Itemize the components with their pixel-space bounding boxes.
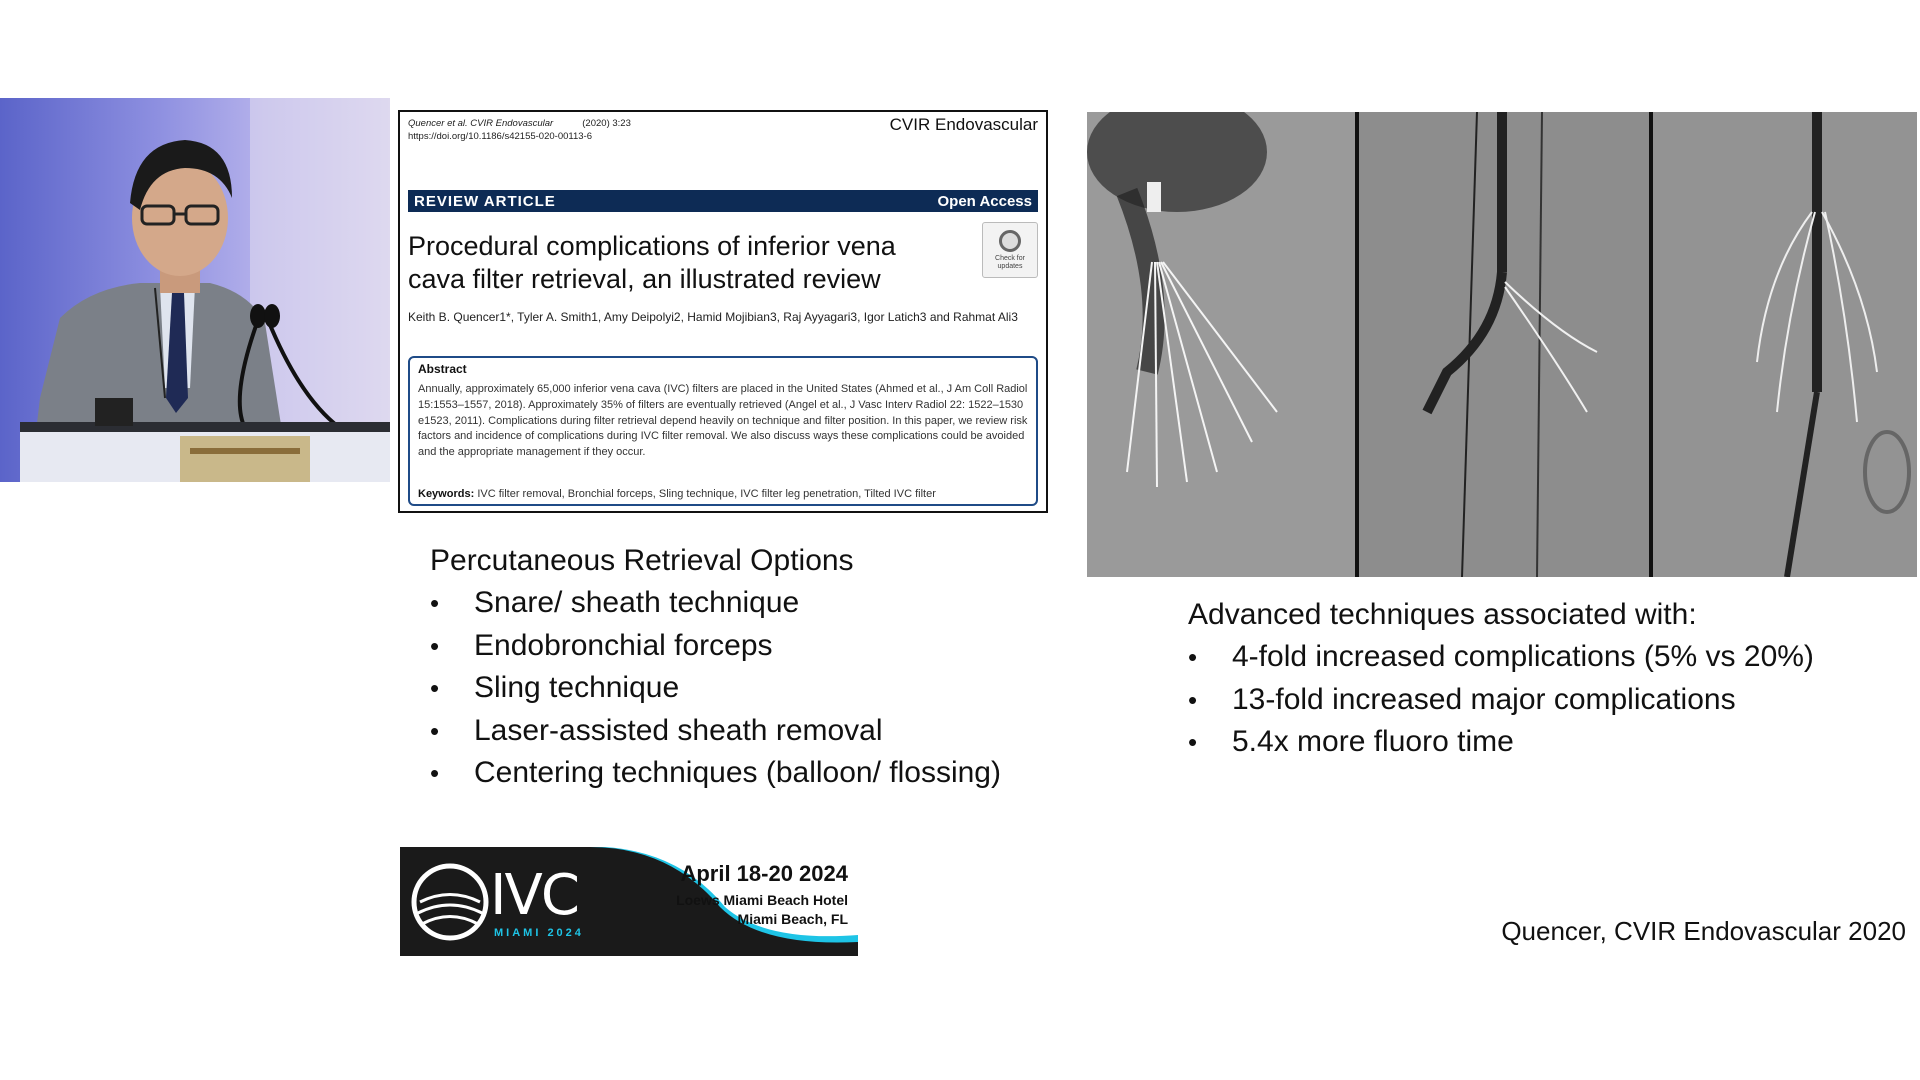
paper-access: Open Access [937, 192, 1032, 210]
paper-figure [398, 110, 1048, 513]
abstract-text: Annually, approximately 65,000 inferior vena cava (IVC) filters are placed in the United States (Ahmed et al., J Am Coll Radiol 15:1553–1557, 2018). Approximately 35% of filters are eventually retrieved (Angel et al., J Vasc Interv Radiol 22: 1522–1530 e1523, 2011). Complications during filter retrieval depend heavily on technique and filter position. In this paper, we review risk factors and incidence of complications during IVC filter removal. We also discuss ways these complications could be avoided and the appropriate management if they occur. [418, 383, 1028, 459]
conference-venue [676, 891, 848, 929]
speaker-video [0, 98, 390, 482]
advanced-techniques-list [1188, 636, 1814, 764]
paper-authors: Keith B. Quencer1*, Tyler A. Smith1, Amy Deipolyi2, Hamid Mojibian3, Raj Ayyagari3, Igor Latich3 and Rahmat Ali3 [408, 310, 1018, 324]
list-item: • Snare/ sheath technique [430, 582, 1001, 625]
fluoroscopy-image [1087, 112, 1917, 577]
citation-authors: Quencer et al. CVIR Endovascular [408, 118, 554, 129]
list-item: • Endobronchial forceps [430, 625, 1001, 668]
check-updates-label: Check for updates [995, 254, 1025, 270]
conference-date: April 18-20 2024 [680, 861, 848, 886]
list-item: • Centering techniques (balloon/ flossing) [430, 752, 1001, 795]
abstract-keywords [418, 488, 936, 500]
conference-logo [400, 847, 858, 956]
abstract-heading: Abstract [418, 362, 467, 376]
retrieval-options [430, 540, 1001, 795]
list-item: • 13-fold increased major complications [1188, 679, 1814, 722]
retrieval-options-list [430, 582, 1001, 795]
check-updates-icon [999, 230, 1021, 252]
list-item: • 4-fold increased complications (5% vs 20%) [1188, 636, 1814, 679]
venue-line2: Miami Beach, FL [737, 911, 848, 927]
fluoroscopy-illustration [1087, 112, 1917, 577]
paper-journal: CVIR Endovascular [889, 115, 1038, 134]
paper-category: REVIEW ARTICLE [414, 192, 556, 210]
list-item: • Sling technique [430, 667, 1001, 710]
logo-sub: MIAMI 2024 [494, 927, 584, 939]
paper-category-bar [408, 190, 1038, 212]
venue-line1: Loews Miami Beach Hotel [676, 892, 848, 908]
citation-doi: https://doi.org/10.1186/s42155-020-00113-6 [408, 131, 592, 142]
speaker-illustration [0, 98, 390, 482]
logo-brand: IVC [490, 863, 578, 928]
advanced-techniques [1188, 594, 1814, 764]
retrieval-options-heading: Percutaneous Retrieval Options [430, 544, 854, 577]
paper-title: Procedural complications of inferior vena cava filter retrieval, an illustrated review [408, 231, 896, 294]
paper-abstract [408, 356, 1038, 506]
advanced-techniques-heading: Advanced techniques associated with: [1188, 598, 1697, 631]
list-item: • 5.4x more fluoro time [1188, 721, 1814, 764]
keywords-label: Keywords: [418, 488, 475, 500]
slide-reference: Quencer, CVIR Endovascular 2020 [1501, 916, 1906, 946]
list-item: • Laser-assisted sheath removal [430, 710, 1001, 753]
check-updates-badge [982, 222, 1038, 278]
keywords-text: IVC filter removal, Bronchial forceps, Sling technique, IVC filter leg penetration, Tilted IVC filter [477, 488, 936, 500]
citation-year: (2020) 3:23 [582, 118, 631, 129]
paper-citation [408, 117, 631, 143]
